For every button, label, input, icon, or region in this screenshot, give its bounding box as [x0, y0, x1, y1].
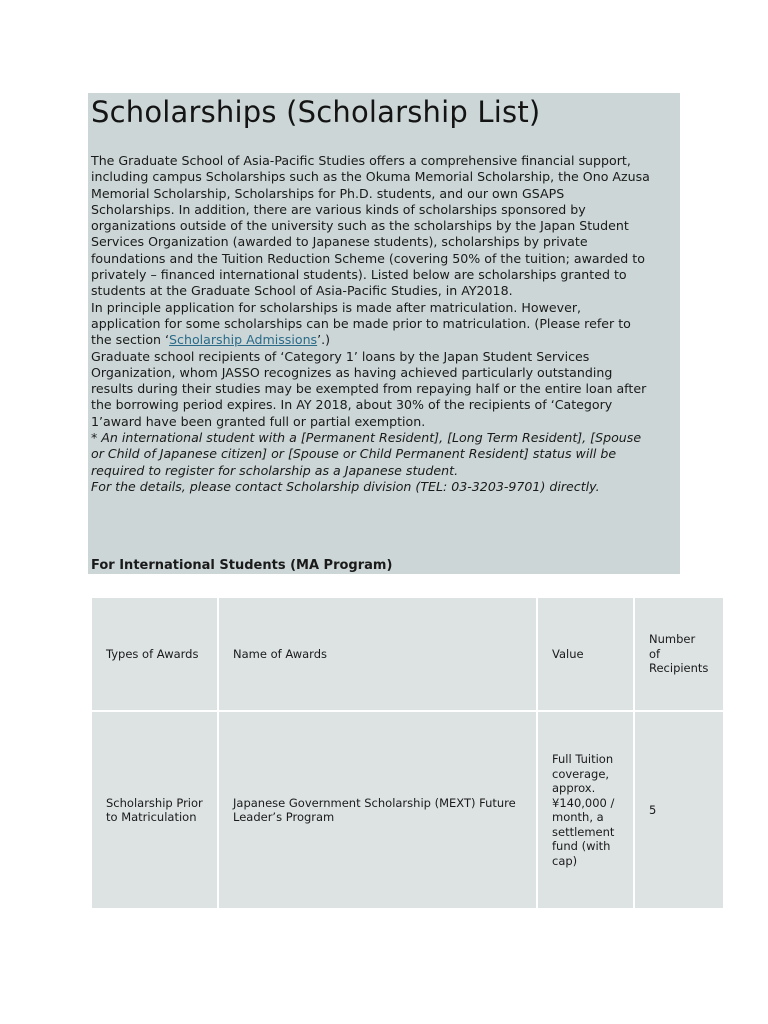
header-cell [219, 598, 536, 710]
header-value: Value [552, 646, 584, 661]
header-types-of-awards: Types of Awards [106, 646, 199, 661]
award-value: Full Tuition coverage, approx. ¥140,000 / month, a settlement fund (with cap) [552, 752, 615, 868]
table-cell [538, 712, 633, 908]
award-name: Japanese Government Scholarship (MEXT) Future Leader’s Program [233, 795, 516, 824]
body-text [91, 153, 681, 495]
header-name-of-awards: Name of Awards [233, 646, 327, 661]
header-cell [92, 598, 217, 710]
header-number-of-recipients: Number of Recipients [649, 632, 709, 676]
table-cell [92, 712, 217, 908]
section-subheading: For International Students (MA Program) [91, 558, 393, 573]
table-row [92, 712, 723, 908]
international-student-note: * An international student with a [Permanent Resident], [Long Term Resident], [Spouse or Child of Japanese citizen] or [Spouse or Child Permanent Resident] status will be required to register for scholarship as a Japanese student. [91, 430, 642, 478]
scholarship-admissions-link[interactable]: Scholarship Admissions [169, 332, 318, 348]
contact-note: For the details, please contact Scholarship division (TEL: 03-3203-9701) directly. [91, 478, 600, 494]
table-cell [635, 712, 723, 908]
award-recipients: 5 [649, 802, 657, 817]
awards-table [90, 596, 725, 910]
content-panel [88, 93, 680, 574]
table-header-row [92, 598, 723, 710]
award-type: Scholarship Prior to Matriculation [106, 795, 203, 824]
header-cell [635, 598, 723, 710]
application-text-end: ’.) [317, 332, 331, 348]
jasso-paragraph: Graduate school recipients of ‘Category 1’ loans by the Japan Student Services Organization, whom JASSO recognizes as having achieved particularly outstanding results during their studies may be exempted from repaying half or the entire loan after the borrowing period expires. In AY 2018, about 30% of the recipients of ‘Category 1’award have been granted full or partial exemption. [91, 348, 647, 429]
header-cell [538, 598, 633, 710]
application-paragraph [91, 300, 681, 349]
page-title: Scholarships (Scholarship List) [91, 95, 541, 129]
table-cell [219, 712, 536, 908]
application-text: In principle application for scholarships is made after matriculation. However, application for some scholarships can be made prior to matriculation. (Please refer to the section ‘ [91, 299, 631, 348]
intro-paragraph: The Graduate School of Asia-Pacific Studies offers a comprehensive financial support, including campus Scholarships such as the Okuma Memorial Scholarship, the Ono Azusa Memorial Scholarship, Scholarships for Ph.D. students, and our own GSAPS Scholarships. In addition, there are various kinds of scholarships sponsored by organizations outside of the university such as the scholarships by the Japan Student Services Organization (awarded to Japanese students), scholarships by private foundations and the Tuition Reduction Scheme (covering 50% of the tuition; awarded to privately – financed international students). Listed below are scholarships granted to students at the Graduate School of Asia-Pacific Studies, in AY2018. [91, 153, 650, 299]
